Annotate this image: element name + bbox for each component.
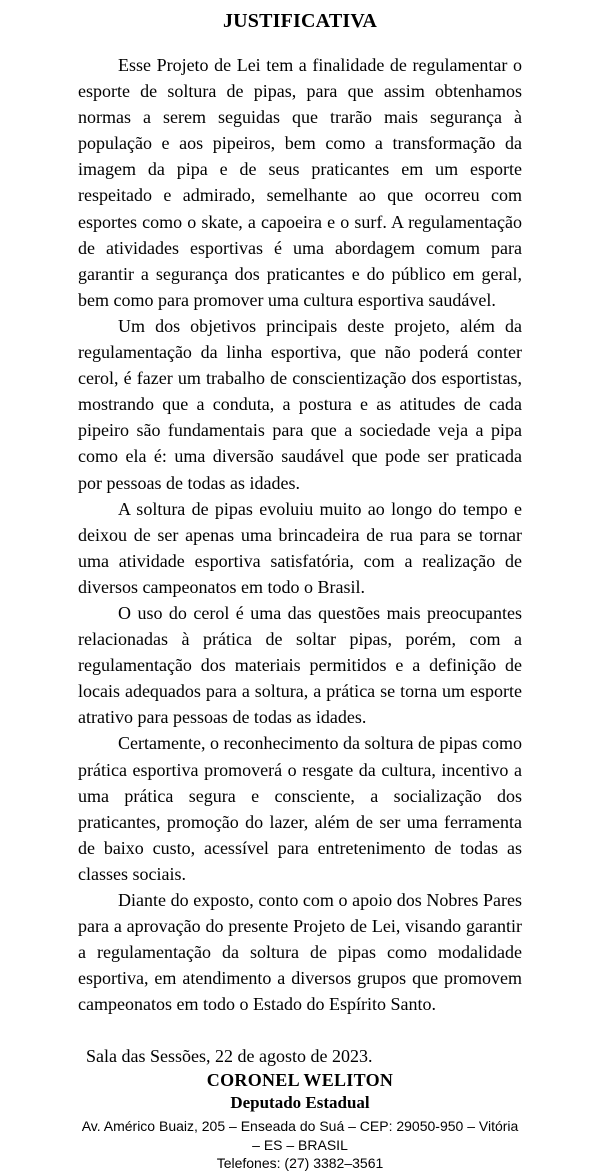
paragraph: Diante do exposto, conto com o apoio dos Nobres Pares para a aprovação do presente Projeto de Lei, visando garantir a regulamentação da soltura de pipas como modalidade esportiva, em atendimento a diversos grupos que promovem campeonatos em todo o Estado do Espírito Santo. bbox=[78, 890, 522, 1015]
paragraph: Um dos objetivos principais deste projeto, além da regulamentação da linha esportiva, que não poderá conter cerol, é fazer um trabalho de conscientização dos esportistas, mostrando que a conduta, a postura e as atitudes de cada pipeiro são fundamentais para que a sociedade veja a pipa como ela é: uma diversão saudável que pode ser praticada por pessoas de todas as idades. bbox=[78, 315, 522, 493]
paragraph: Esse Projeto de Lei tem a finalidade de regulamentar o esporte de soltura de pipas, para que assim obtenhamos normas a serem seguidas que trarão mais segurança à população e aos pipeiros, bem como a transformação da imagem da pipa e de seus praticantes em um esporte respeitado e admirado, semelhante ao que ocorreu com esportes como o skate, a capoeira e o surf. A regulamentação de atividades esportivas é uma abordagem comum para garantir a segurança dos praticantes e do público em geral, bem como para promover uma cultura esportiva saudável. bbox=[78, 55, 522, 310]
signer-role: Deputado Estadual bbox=[230, 1093, 370, 1113]
page-footer bbox=[40, 1114, 560, 1173]
paragraph: A soltura de pipas evoluiu muito ao longo do tempo e deixou de ser apenas uma brincadeira de rua para se tornar uma atividade esportiva satisfatória, com a realização de diversos campeonatos em todo o Brasil. bbox=[78, 498, 522, 597]
document-body bbox=[78, 34, 522, 1017]
page-title: JUSTIFICATIVA bbox=[222, 10, 378, 32]
signature-block bbox=[78, 1017, 522, 1114]
signer-name: CORONEL WELITON bbox=[206, 1070, 394, 1091]
paragraph: O uso do cerol é uma das questões mais preocupantes relacionadas à prática de soltar pipas, porém, com a regulamentação dos materiais permitidos e a definição de locais adequados para a soltura, a prática se torna um esporte atrativo para pessoas de todas as idades. bbox=[78, 602, 522, 728]
paragraph: Certamente, o reconhecimento da soltura de pipas como prática esportiva promoverá o resgate da cultura, incentivo a uma prática segura e consciente, a socialização dos praticantes, promoção do lazer, além de ser uma ferramenta de baixo custo, acessível para entretenimento de todas as classes sociais. bbox=[78, 733, 522, 884]
footer-address-line-1: Av. Américo Buaiz, 205 – Enseada do Suá – CEP: 29050-950 – Vitória bbox=[81, 1118, 519, 1135]
document-page bbox=[0, 8, 600, 1172]
place-and-date: Sala das Sessões, 22 de agosto de 2023. bbox=[86, 1046, 373, 1067]
footer-address-line-2: – ES – BRASIL bbox=[252, 1136, 348, 1153]
footer-phone-line: Telefones: (27) 3382–3561 bbox=[216, 1155, 384, 1172]
